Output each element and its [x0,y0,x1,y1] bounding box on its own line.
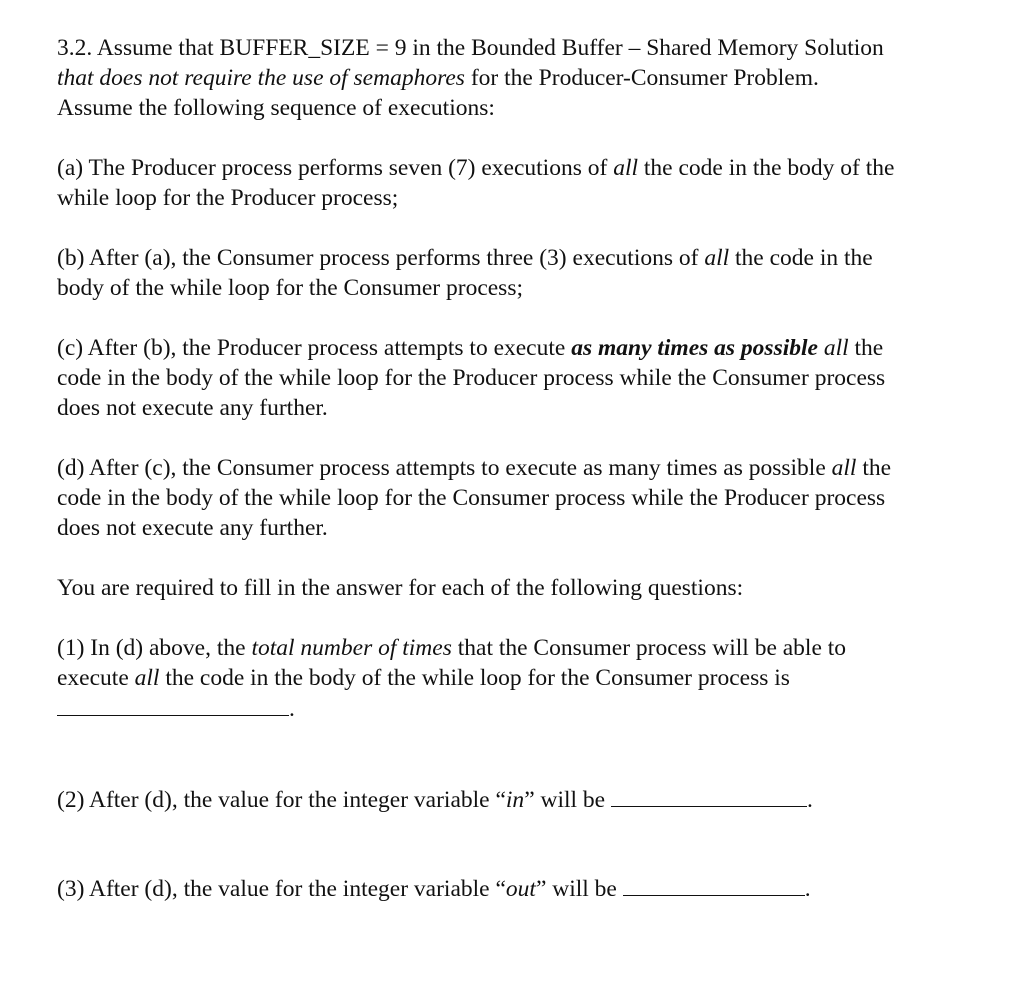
step-a-emphasis: all [613,155,638,181]
step-a-paragraph [57,153,997,213]
step-b-text-end: the code in the [729,245,873,271]
step-d-line-1 [57,453,997,483]
step-c-line-3: does not execute any further. [57,395,328,421]
answer-3-blank[interactable] [623,875,805,896]
question-1-emphasis: total number of times [251,635,452,661]
step-d-text-end: the [856,455,892,481]
intro-line-1: 3.2. Assume that BUFFER_SIZE = 9 in the Bounded Buffer – Shared Memory Solution [57,35,884,61]
instruction-text: You are required to fill in the answer for each of the following questions: [57,575,744,601]
question-2 [57,785,997,815]
step-b-text: (b) After (a), the Consumer process performs three (3) executions of [57,245,705,271]
intro-line-2-rest: for the Producer-Consumer Problem. [464,65,819,91]
step-d-text: (d) After (c), the Consumer process attempts to execute as many times as possible [57,455,832,481]
step-c-text: (c) After (b), the Producer process attempts to execute [57,335,572,361]
step-b-line-2: body of the while loop for the Consumer process; [57,275,523,301]
step-c-paragraph [57,333,997,423]
step-a-text: (a) The Producer process performs seven (7) executions of [57,155,614,181]
step-c-strong-emphasis: as many times as possible [571,335,818,361]
step-c-emphasis: all [823,335,849,361]
step-a-line-1 [57,153,997,183]
step-d-line-2: code in the body of the while loop for the Consumer process while the Producer process [57,485,886,511]
answer-2-blank[interactable] [611,786,807,807]
step-c-line-2: code in the body of the while loop for the Producer process while the Consumer process [57,365,886,391]
step-a-line-2: while loop for the Producer process; [57,185,399,211]
step-c-line-1 [57,333,997,363]
question-3 [57,874,997,904]
question-document [57,33,997,904]
question-1-line-1: (1) In (d) above, the total number of times that the Consumer process will be able to [57,635,847,661]
question-1 [57,633,997,724]
intro-italic-phrase: that does not require the use of semaphores [57,65,465,91]
intro-line-3: Assume the following sequence of executions: [57,95,495,121]
answer-1-blank[interactable] [57,695,289,716]
question-1-line-3: . [57,694,997,724]
question-2-line: (2) After (d), the value for the integer variable “in” will be . [57,787,813,813]
step-b-paragraph [57,243,997,303]
intro-paragraph [57,33,997,123]
step-c-text-end: the [848,335,884,361]
question-3-variable-out: out [505,876,536,902]
step-b-emphasis: all [704,245,730,271]
question-2-variable-in: in [505,787,525,813]
question-3-line: (3) After (d), the value for the integer variable “out” will be . [57,876,811,902]
question-1-line-2: execute all the code in the body of the while loop for the Consumer process is [57,665,790,691]
step-d-line-3: does not execute any further. [57,515,328,541]
step-d-emphasis: all [831,455,857,481]
step-d-paragraph [57,453,997,543]
instruction-paragraph [57,573,997,603]
step-a-text-end: the code in the body of the [638,155,895,181]
intro-line-2 [57,63,997,93]
question-1-all-emphasis: all [134,665,160,691]
step-b-line-1 [57,243,997,273]
